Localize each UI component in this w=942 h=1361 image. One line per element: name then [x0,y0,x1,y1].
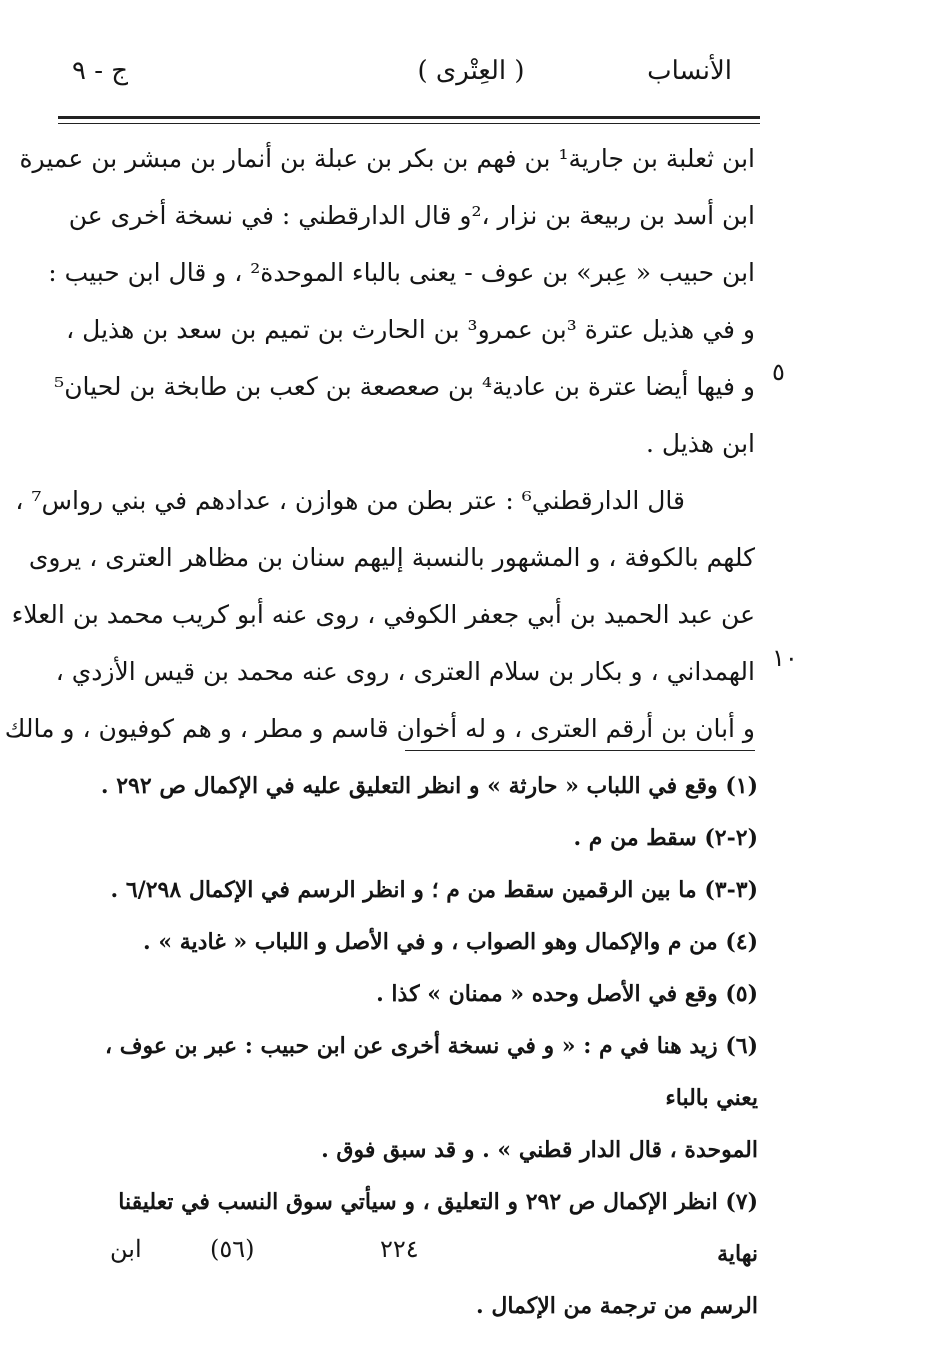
text-line: عن عبد الحميد بن أبي جعفر الكوفي ، روى عنه أبو كريب محمد بن العلاء [11,600,755,629]
text-line: و في هذيل عترة ³بن عمرو³ بن الحارث بن تميم بن سعد بن هذيل ، [66,315,755,344]
main-text [4,130,755,757]
footnote: (١) وقع في اللباب « حارثة » و انظر التعليق عليه في الإكمال ص ٢٩٢ . [100,773,758,799]
catchword: ابن [110,1235,142,1263]
footnote-continuation: الموحدة ، قال الدار قطني » . و قد سبق فوق . [321,1137,758,1163]
text-line: ابن أسد بن ربيعة بن نزار ،²و قال الدارقطني : في نسخة أخرى عن [68,201,755,230]
footnote: (٥) وقع في الأصل وحده « ممنان » كذا . [376,981,758,1007]
header-rule-thin [58,123,760,124]
footnote: (٦) زيد هنا في م : « و في نسخة أخرى عن ابن حبيب : عبر بن عوف ، يعني بالباء [104,1033,758,1111]
footnote-separator [405,750,755,751]
text-line: ابن حبيب « عِبر» بن عوف - يعنى بالباء الموحدة² ، و قال ابن حبيب : [48,258,755,287]
header-rule [58,116,760,119]
text-line: ابن هذيل . [646,429,755,458]
signature-mark: (٥٦) [210,1235,255,1263]
volume-number: ج - ٩ [72,56,129,86]
page-number: ٢٢٤ [380,1235,419,1263]
line-number-5: ٥ [772,358,785,386]
text-line: كلهم بالكوفة ، و المشهور بالنسبة إليهم سنان بن مظاهر العترى ، يروى [28,543,755,572]
footnote-continuation: الرسم من ترجمة من الإكمال . [476,1293,758,1319]
footnote: (٤) من م والإكمال وهو الصواب ، و في الأصل و اللباب « غادية » . [143,929,758,955]
book-title: الأنساب [647,56,732,86]
entry-title: ( العِتْرى ) [417,56,525,86]
line-number-10: ١٠ [772,644,798,672]
text-line: و أبان بن أرقم العترى ، و له أخوان قاسم و مطر ، و هم كوفيون ، و مالك [4,714,755,743]
text-line: ابن ثعلبة بن جارية¹ بن فهم بن بكر بن عبلة بن أنمار بن مبشر بن عميرة [19,144,755,173]
footnote: (٧) انظر الإكمال ص ٢٩٢ و التعليق ، و سيأتي سوق النسب في تعليقنا نهاية [118,1189,758,1267]
text-line: الهمداني ، و بكار بن سلام العترى ، روى عنه محمد بن قيس الأزدي ، [55,657,755,686]
footnote: (٣-٣) ما بين الرقمين سقط من م ؛ و انظر الرسم في الإكمال ٦/٢٩٨ . [110,877,758,903]
footnote: (٢-٢) سقط من م . [573,825,758,851]
text-line: و فيها أيضا عترة بن عادية⁴ بن صعصعة بن كعب بن طابخة بن لحيان⁵ [54,372,755,401]
text-line: قال الدارقطني⁶ : عتر بطن من هوازن ، عدادهم في بني رواس⁷ ، [15,486,685,515]
